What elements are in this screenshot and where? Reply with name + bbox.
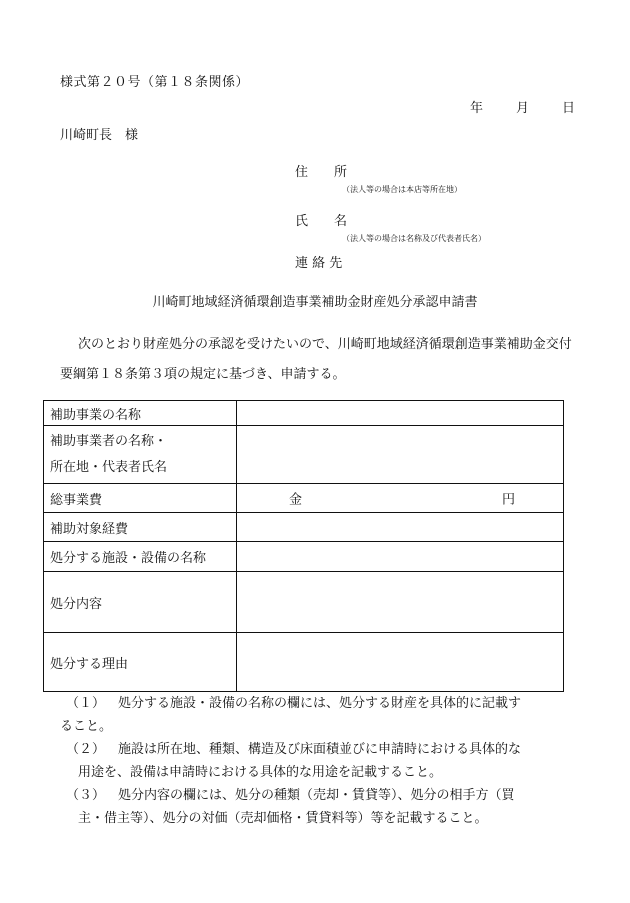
note-2-text-a: 施設は所在地、種類、構造及び床面積並びに申請時における具体的な: [118, 742, 522, 757]
note-3-text-b: 主・借主等）、処分の対価（売却価格・賃貸料等）等を記載すること。: [78, 811, 488, 826]
notes-section: [60, 692, 572, 830]
table-row: [44, 633, 564, 692]
body-paragraph: 次のとおり財産処分の承認を受けたいので、川崎町地域経済循環創造事業補助金交付要綱第１８条第３項の規定に基づき、申請する。: [60, 337, 572, 382]
note-2-number: （２）: [66, 742, 106, 757]
operator-field[interactable]: [237, 426, 564, 484]
name-label: 氏 名: [295, 214, 348, 229]
facility-name-label: 処分する施設・設備の名称: [44, 542, 237, 572]
application-table: [43, 400, 564, 692]
project-name-field[interactable]: [237, 401, 564, 426]
disposal-content-label: 処分内容: [44, 572, 237, 633]
note-1-text-b: ること。: [60, 719, 113, 734]
date-year: 年: [470, 101, 484, 116]
note-1-cont: [60, 715, 572, 738]
form-number: 様式第２０号（第１８条関係）: [60, 75, 250, 90]
operator-label-line2: 所在地・代表者氏名: [50, 459, 168, 475]
name-note: （法人等の場合は名称及び代表者氏名）: [342, 234, 486, 243]
facility-name-field[interactable]: [237, 542, 564, 572]
total-cost-field[interactable]: [237, 484, 564, 513]
table-row: [44, 513, 564, 542]
note-1: [60, 692, 572, 715]
note-3-cont: [60, 807, 572, 830]
note-3: [60, 784, 572, 807]
date-day: 日: [562, 101, 576, 116]
note-2-text-b: 用途を、設備は申請時における具体的な用途を記載すること。: [78, 765, 443, 780]
table-row: [44, 542, 564, 572]
eligible-cost-field[interactable]: [237, 513, 564, 542]
disposal-reason-field[interactable]: [237, 633, 564, 692]
note-1-number: （１）: [66, 696, 106, 711]
operator-label-line1: 補助事業者の名称・: [50, 433, 168, 449]
table-row: [44, 572, 564, 633]
disposal-content-field[interactable]: [237, 572, 564, 633]
disposal-reason-label: 処分する理由: [44, 633, 237, 692]
table-row: [44, 426, 564, 484]
note-3-text-a: 処分内容の欄には、処分の種類（売却・賃貸等）、処分の相手方（買: [118, 788, 515, 803]
document-title: 川崎町地域経済循環創造事業補助金財産処分承認申請書: [152, 295, 478, 310]
note-2-cont: [60, 761, 572, 784]
yen-label: 円: [501, 492, 515, 508]
project-name-label: 補助事業の名称: [44, 401, 237, 426]
total-cost-label: 総事業費: [44, 484, 237, 513]
contact-label: 連 絡 先: [295, 256, 343, 271]
address-label: 住 所: [295, 165, 348, 180]
note-2: [60, 738, 572, 761]
table-row: [44, 484, 564, 513]
note-1-text-a: 処分する施設・設備の名称の欄には、処分する財産を具体的に記載す: [118, 696, 522, 711]
date-month: 月: [516, 101, 530, 116]
addressee: 川崎町長 様: [60, 128, 139, 143]
eligible-cost-label: 補助対象経費: [44, 513, 237, 542]
date-line: [470, 97, 575, 116]
table-row: [44, 401, 564, 426]
address-note: （法人等の場合は本店等所在地）: [342, 185, 462, 194]
kin-label: 金: [289, 492, 303, 508]
note-3-number: （３）: [66, 788, 106, 803]
operator-label: [44, 426, 237, 484]
